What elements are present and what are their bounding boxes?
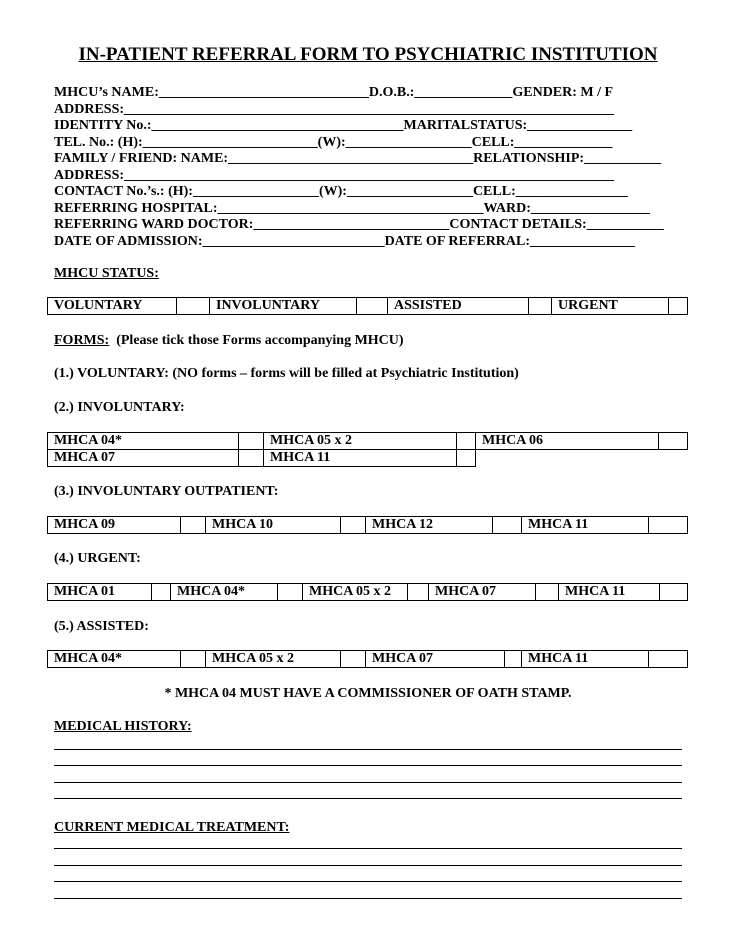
involuntary-mhca07-label: MHCA 07 xyxy=(48,450,239,467)
medical-history-heading: MEDICAL HISTORY: xyxy=(54,719,192,734)
status-assisted-checkbox[interactable] xyxy=(529,298,552,315)
field-family-address[interactable]: ADDRESS:______________________________________________________________________ xyxy=(54,168,615,183)
field-dates[interactable]: DATE OF ADMISSION:__________________________DATE OF REFERRAL:_______________ xyxy=(54,234,636,249)
involuntary-mhca04-checkbox[interactable] xyxy=(239,433,264,450)
involuntary-mhca05-label: MHCA 05 x 2 xyxy=(264,433,457,450)
assisted-table xyxy=(47,650,688,668)
outpatient-mhca10-label: MHCA 10 xyxy=(206,517,341,534)
urgent-mhca04-checkbox[interactable] xyxy=(278,584,303,601)
field-identity[interactable]: IDENTITY No.:____________________________________MARITALSTATUS:_______________ xyxy=(54,118,633,133)
involuntary-mhca04-label: MHCA 04* xyxy=(48,433,239,450)
status-urgent-checkbox[interactable] xyxy=(669,298,688,315)
urgent-mhca07-checkbox[interactable] xyxy=(536,584,559,601)
outpatient-mhca12-checkbox[interactable] xyxy=(493,517,522,534)
assisted-mhca05-checkbox[interactable] xyxy=(341,651,366,668)
assisted-mhca07-checkbox[interactable] xyxy=(505,651,522,668)
outpatient-table xyxy=(47,516,688,534)
urgent-mhca07-label: MHCA 07 xyxy=(429,584,536,601)
treatment-line-3[interactable] xyxy=(54,881,682,882)
assisted-mhca04-label: MHCA 04* xyxy=(48,651,181,668)
status-voluntary-label: VOLUNTARY xyxy=(48,298,177,315)
urgent-mhca05-checkbox[interactable] xyxy=(408,584,429,601)
form-title: IN-PATIENT REFERRAL FORM TO PSYCHIATRIC INSTITUTION xyxy=(78,44,658,65)
treatment-line-2[interactable] xyxy=(54,865,682,866)
status-table xyxy=(47,297,688,315)
status-assisted-label: ASSISTED xyxy=(388,298,529,315)
field-referring-hospital[interactable]: REFERRING HOSPITAL:______________________________________WARD:_________________ xyxy=(54,201,650,216)
urgent-mhca05-label: MHCA 05 x 2 xyxy=(303,584,408,601)
field-tel[interactable]: TEL. No.: (H):_________________________(W):__________________CELL:______________ xyxy=(54,135,613,150)
involuntary-heading: (2.) INVOLUNTARY: xyxy=(54,400,185,415)
involuntary-table xyxy=(47,432,688,467)
urgent-mhca04-label: MHCA 04* xyxy=(171,584,278,601)
field-referring-doctor[interactable]: REFERRING WARD DOCTOR:____________________________CONTACT DETAILS:___________ xyxy=(54,217,664,232)
involuntary-mhca05-checkbox[interactable] xyxy=(457,433,476,450)
medical-history-line-3[interactable] xyxy=(54,782,682,783)
assisted-mhca04-checkbox[interactable] xyxy=(181,651,206,668)
assisted-mhca11-checkbox[interactable] xyxy=(649,651,688,668)
status-urgent-label: URGENT xyxy=(552,298,669,315)
field-address[interactable]: ADDRESS:______________________________________________________________________ xyxy=(54,102,615,117)
urgent-mhca01-checkbox[interactable] xyxy=(152,584,171,601)
medical-history-line-2[interactable] xyxy=(54,765,682,766)
forms-heading-text: (Please tick those Forms accompanying MHCU) xyxy=(116,333,404,348)
urgent-mhca11-label: MHCA 11 xyxy=(559,584,660,601)
involuntary-mhca06-label: MHCA 06 xyxy=(476,433,659,450)
field-family-friend[interactable]: FAMILY / FRIEND: NAME:___________________________________RELATIONSHIP:___________ xyxy=(54,151,662,166)
outpatient-heading: (3.) INVOLUNTARY OUTPATIENT: xyxy=(54,484,279,499)
medical-history-line-1[interactable] xyxy=(54,749,682,750)
outpatient-mhca09-label: MHCA 09 xyxy=(48,517,181,534)
field-mhcu-name[interactable]: MHCU’s NAME:______________________________D.O.B.:______________GENDER: M / F xyxy=(54,85,614,100)
urgent-mhca11-checkbox[interactable] xyxy=(660,584,688,601)
mhca04-note: * MHCA 04 MUST HAVE A COMMISSIONER OF OATH STAMP. xyxy=(164,686,572,701)
forms-heading-label: FORMS: xyxy=(54,333,110,348)
status-voluntary-checkbox[interactable] xyxy=(177,298,210,315)
outpatient-mhca12-label: MHCA 12 xyxy=(366,517,493,534)
assisted-heading: (5.) ASSISTED: xyxy=(54,619,149,634)
forms-heading xyxy=(54,333,404,349)
current-treatment-heading: CURRENT MEDICAL TREATMENT: xyxy=(54,820,290,835)
outpatient-mhca10-checkbox[interactable] xyxy=(341,517,366,534)
treatment-line-4[interactable] xyxy=(54,898,682,899)
outpatient-mhca11-label: MHCA 11 xyxy=(522,517,649,534)
assisted-mhca11-label: MHCA 11 xyxy=(522,651,649,668)
urgent-mhca01-label: MHCA 01 xyxy=(48,584,152,601)
involuntary-empty-cell xyxy=(476,450,688,467)
assisted-mhca07-label: MHCA 07 xyxy=(366,651,505,668)
urgent-heading: (4.) URGENT: xyxy=(54,551,141,566)
assisted-mhca05-label: MHCA 05 x 2 xyxy=(206,651,341,668)
outpatient-mhca09-checkbox[interactable] xyxy=(181,517,206,534)
treatment-line-1[interactable] xyxy=(54,848,682,849)
involuntary-mhca11-label: MHCA 11 xyxy=(264,450,457,467)
involuntary-mhca07-checkbox[interactable] xyxy=(239,450,264,467)
outpatient-mhca11-checkbox[interactable] xyxy=(649,517,688,534)
urgent-table xyxy=(47,583,688,601)
status-involuntary-label: INVOLUNTARY xyxy=(210,298,357,315)
voluntary-heading: (1.) VOLUNTARY: (NO forms – forms will be filled at Psychiatric Institution) xyxy=(54,366,519,381)
status-involuntary-checkbox[interactable] xyxy=(357,298,388,315)
involuntary-mhca11-checkbox[interactable] xyxy=(457,450,476,467)
involuntary-mhca06-checkbox[interactable] xyxy=(659,433,688,450)
status-heading: MHCU STATUS: xyxy=(54,266,159,281)
field-contact[interactable]: CONTACT No.’s.: (H):__________________(W):__________________CELL:________________ xyxy=(54,184,628,199)
medical-history-line-4[interactable] xyxy=(54,798,682,799)
